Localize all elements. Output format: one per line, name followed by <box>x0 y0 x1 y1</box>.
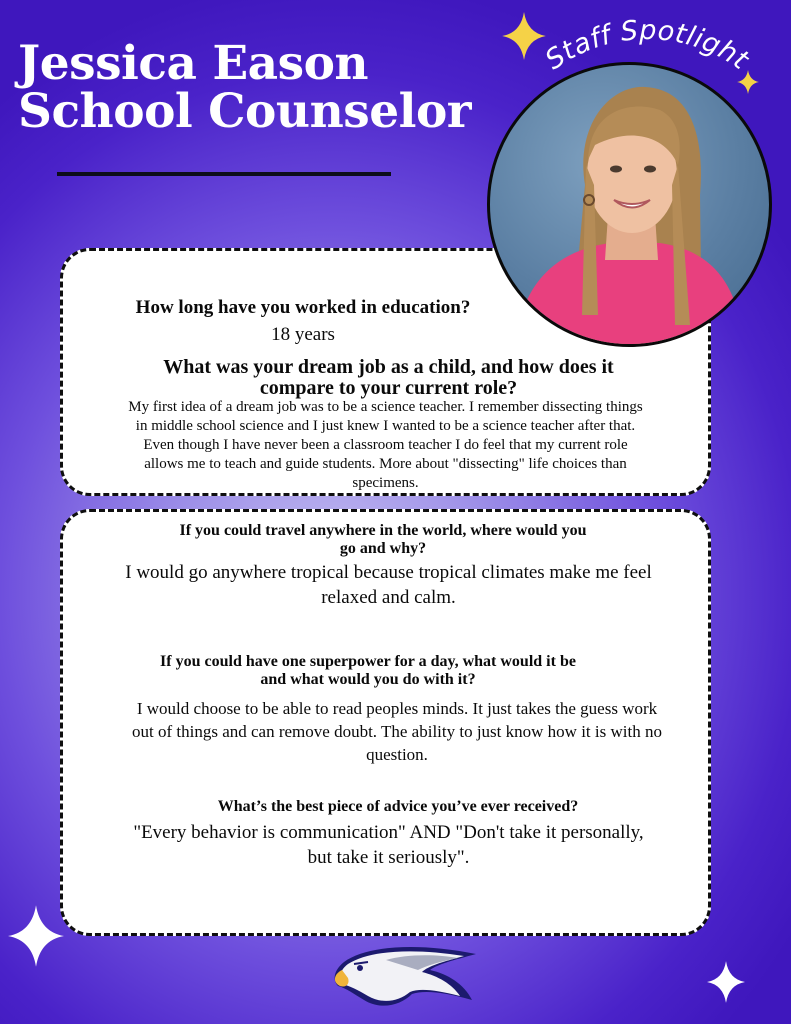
staff-spotlight-badge <box>522 10 772 100</box>
interview-card-2 <box>60 509 711 936</box>
staff-name: Jessica Eason <box>18 36 369 91</box>
staff-role: School Counselor <box>18 84 472 139</box>
portrait-illustration <box>490 65 772 347</box>
answer-years: 18 years <box>271 324 335 345</box>
question-dream-job: What was your dream job as a child, and how does it compare to your current role? <box>163 356 614 399</box>
answer-superpower: I would choose to be able to read peoples minds. It just takes the guess work out of things and can remove doubt. The ability to just know how it is with no question. <box>132 699 662 764</box>
answer-travel: I would go anywhere tropical because tropical climates make me feel relaxed and calm. <box>125 562 652 608</box>
question-years: How long have you worked in education? <box>135 297 471 318</box>
question-advice: What’s the best piece of advice you’ve ever received? <box>217 798 579 815</box>
answer-dream-job: My first idea of a dream job was to be a science teacher. I remember dissecting things in middle school science and I just knew I wanted to be a science teacher after that. Even though I have never been a classroom teacher I do feel that my current role allows me to teach and guide students. More about "dissecting" life choices than specimens. <box>128 399 643 491</box>
sparkle-star-white-small-icon <box>707 961 745 1003</box>
question-superpower: If you could have one superpower for a day, what would it be and what would you do with it? <box>160 653 576 688</box>
question-travel: If you could travel anywhere in the world, where would you go and why? <box>179 522 587 557</box>
sparkle-star-icon <box>502 12 546 60</box>
title-divider <box>57 172 391 176</box>
sparkle-star-small-icon <box>737 70 759 94</box>
sparkle-star-white-icon <box>8 905 64 967</box>
badge-text: Staff Spotlight <box>539 15 755 77</box>
svg-text:Staff Spotlight <box>540 15 755 77</box>
page-title <box>18 36 472 139</box>
eagle-mascot-icon <box>326 940 484 1012</box>
staff-portrait <box>487 62 772 347</box>
answer-advice: "Every behavior is communication" AND "Don't take it personally, but take it seriously". <box>133 822 644 868</box>
